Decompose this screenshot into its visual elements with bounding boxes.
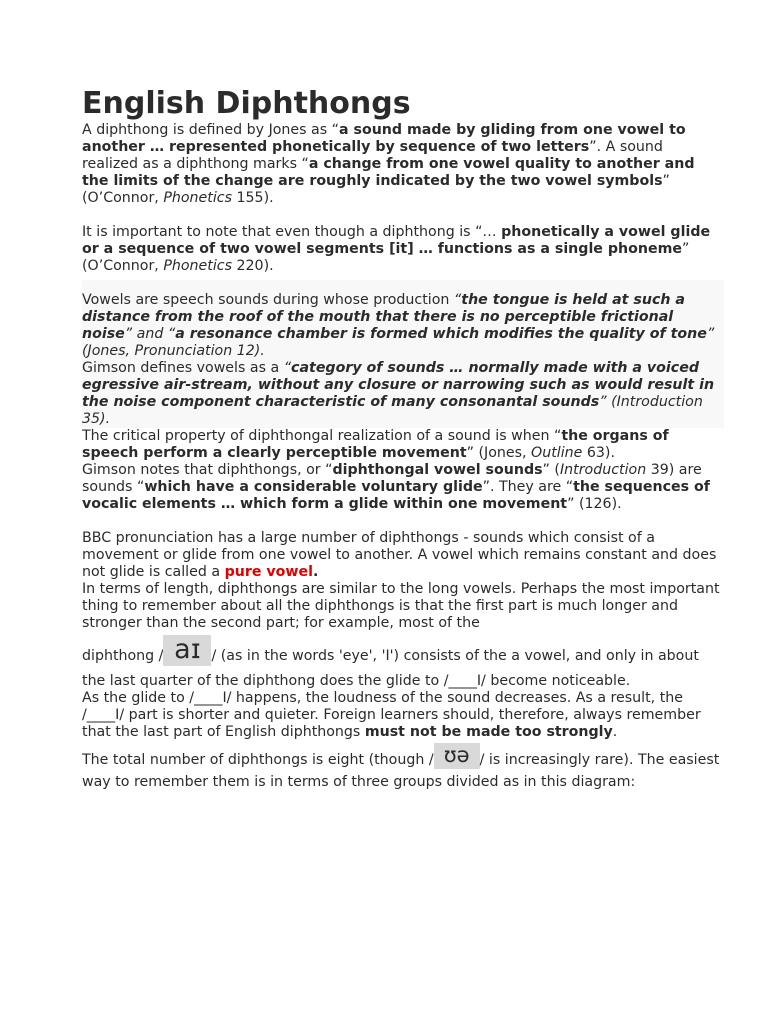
- paragraph-length: In terms of length, diphthongs are similar to the long vowels. Perhaps the most important thing to remember about all the diphthongs is that the first part is much longer and stronger than the second part; for example, most of the: [82, 581, 720, 631]
- paragraph-total-diphthongs: The total number of diphthongs is eight (though / ʊə / is increasingly rare). The easiest way to remember them is in terms of three groups divided as in this diagram:: [82, 743, 720, 790]
- page-title: English Diphthongs: [82, 86, 411, 121]
- ipa-symbol-ai: aɪ: [163, 635, 211, 666]
- spacer: [82, 207, 722, 224]
- quote-block: [82, 280, 724, 428]
- document-body: [82, 86, 722, 791]
- paragraph-gimson-glide: Gimson notes that diphthongs, or “diphthongal vowel sounds” (Introduction 39) are sounds “which have a considerable voluntary glide”. They are “the sequences of vocalic elements … which form a glide within one movement” (126).: [82, 462, 710, 512]
- paragraph-critical-property: The critical property of diphthongal realization of a sound is when “the organs of speech perform a clearly perceptible movement” (Jones, Outline 63).: [82, 428, 669, 461]
- paragraph-phoneme-note: It is important to note that even though a diphthong is “… phonetically a vowel glide or a sequence of two vowel segments [it] … functions as a single phoneme” (O’Connor, Phonetics 220).: [82, 224, 711, 274]
- ipa-symbol-ue: ʊə: [434, 743, 480, 769]
- spacer: [82, 513, 722, 530]
- pure-vowel-highlight: pure vowel: [224, 564, 313, 580]
- paragraph-vowels-jones: Vowels are speech sounds during whose production “the tongue is held at such a distance from the roof of the mouth that there is no perceptible frictional noise” and “a resonance chamber is formed which modifies the quality of tone” (Jones, Pronunciation 12).: [82, 292, 715, 359]
- paragraph-glide-loudness: As the glide to /____I/ happens, the loudness of the sound decreases. As a result, the /____I/ part is shorter and quieter. Foreign learners should, therefore, always remember that the last part of English diphthongs must not be made too strongly.: [82, 690, 701, 740]
- paragraph-bbc-pronunciation: BBC pronunciation has a large number of diphthongs - sounds which consist of a movement or glide from one vowel to another. A vowel which remains constant and does not glide is called a pure vowel.: [82, 530, 717, 580]
- paragraph-definition-jones: A diphthong is defined by Jones as “a sound made by gliding from one vowel to another … represented phonetically by sequence of two letters”. A sound realized as a diphthong marks “a change from one vowel quality to another and the limits of the change are roughly indicated by the two vowel symbols” (O’Connor, Phonetics 155).: [82, 122, 695, 206]
- paragraph-ai-example: diphthong / aɪ / (as in the words 'eye', 'I') consists of the a vowel, and only in about the last quarter of the diphthong does the glide to /____I/ become noticeable.: [82, 634, 699, 689]
- paragraph-vowels-gimson: Gimson defines vowels as a “category of sounds … normally made with a voiced egressive air-stream, without any closure or narrowing such as would result in the noise component characteristic of many consonantal sounds” (Introduction 35).: [82, 360, 715, 427]
